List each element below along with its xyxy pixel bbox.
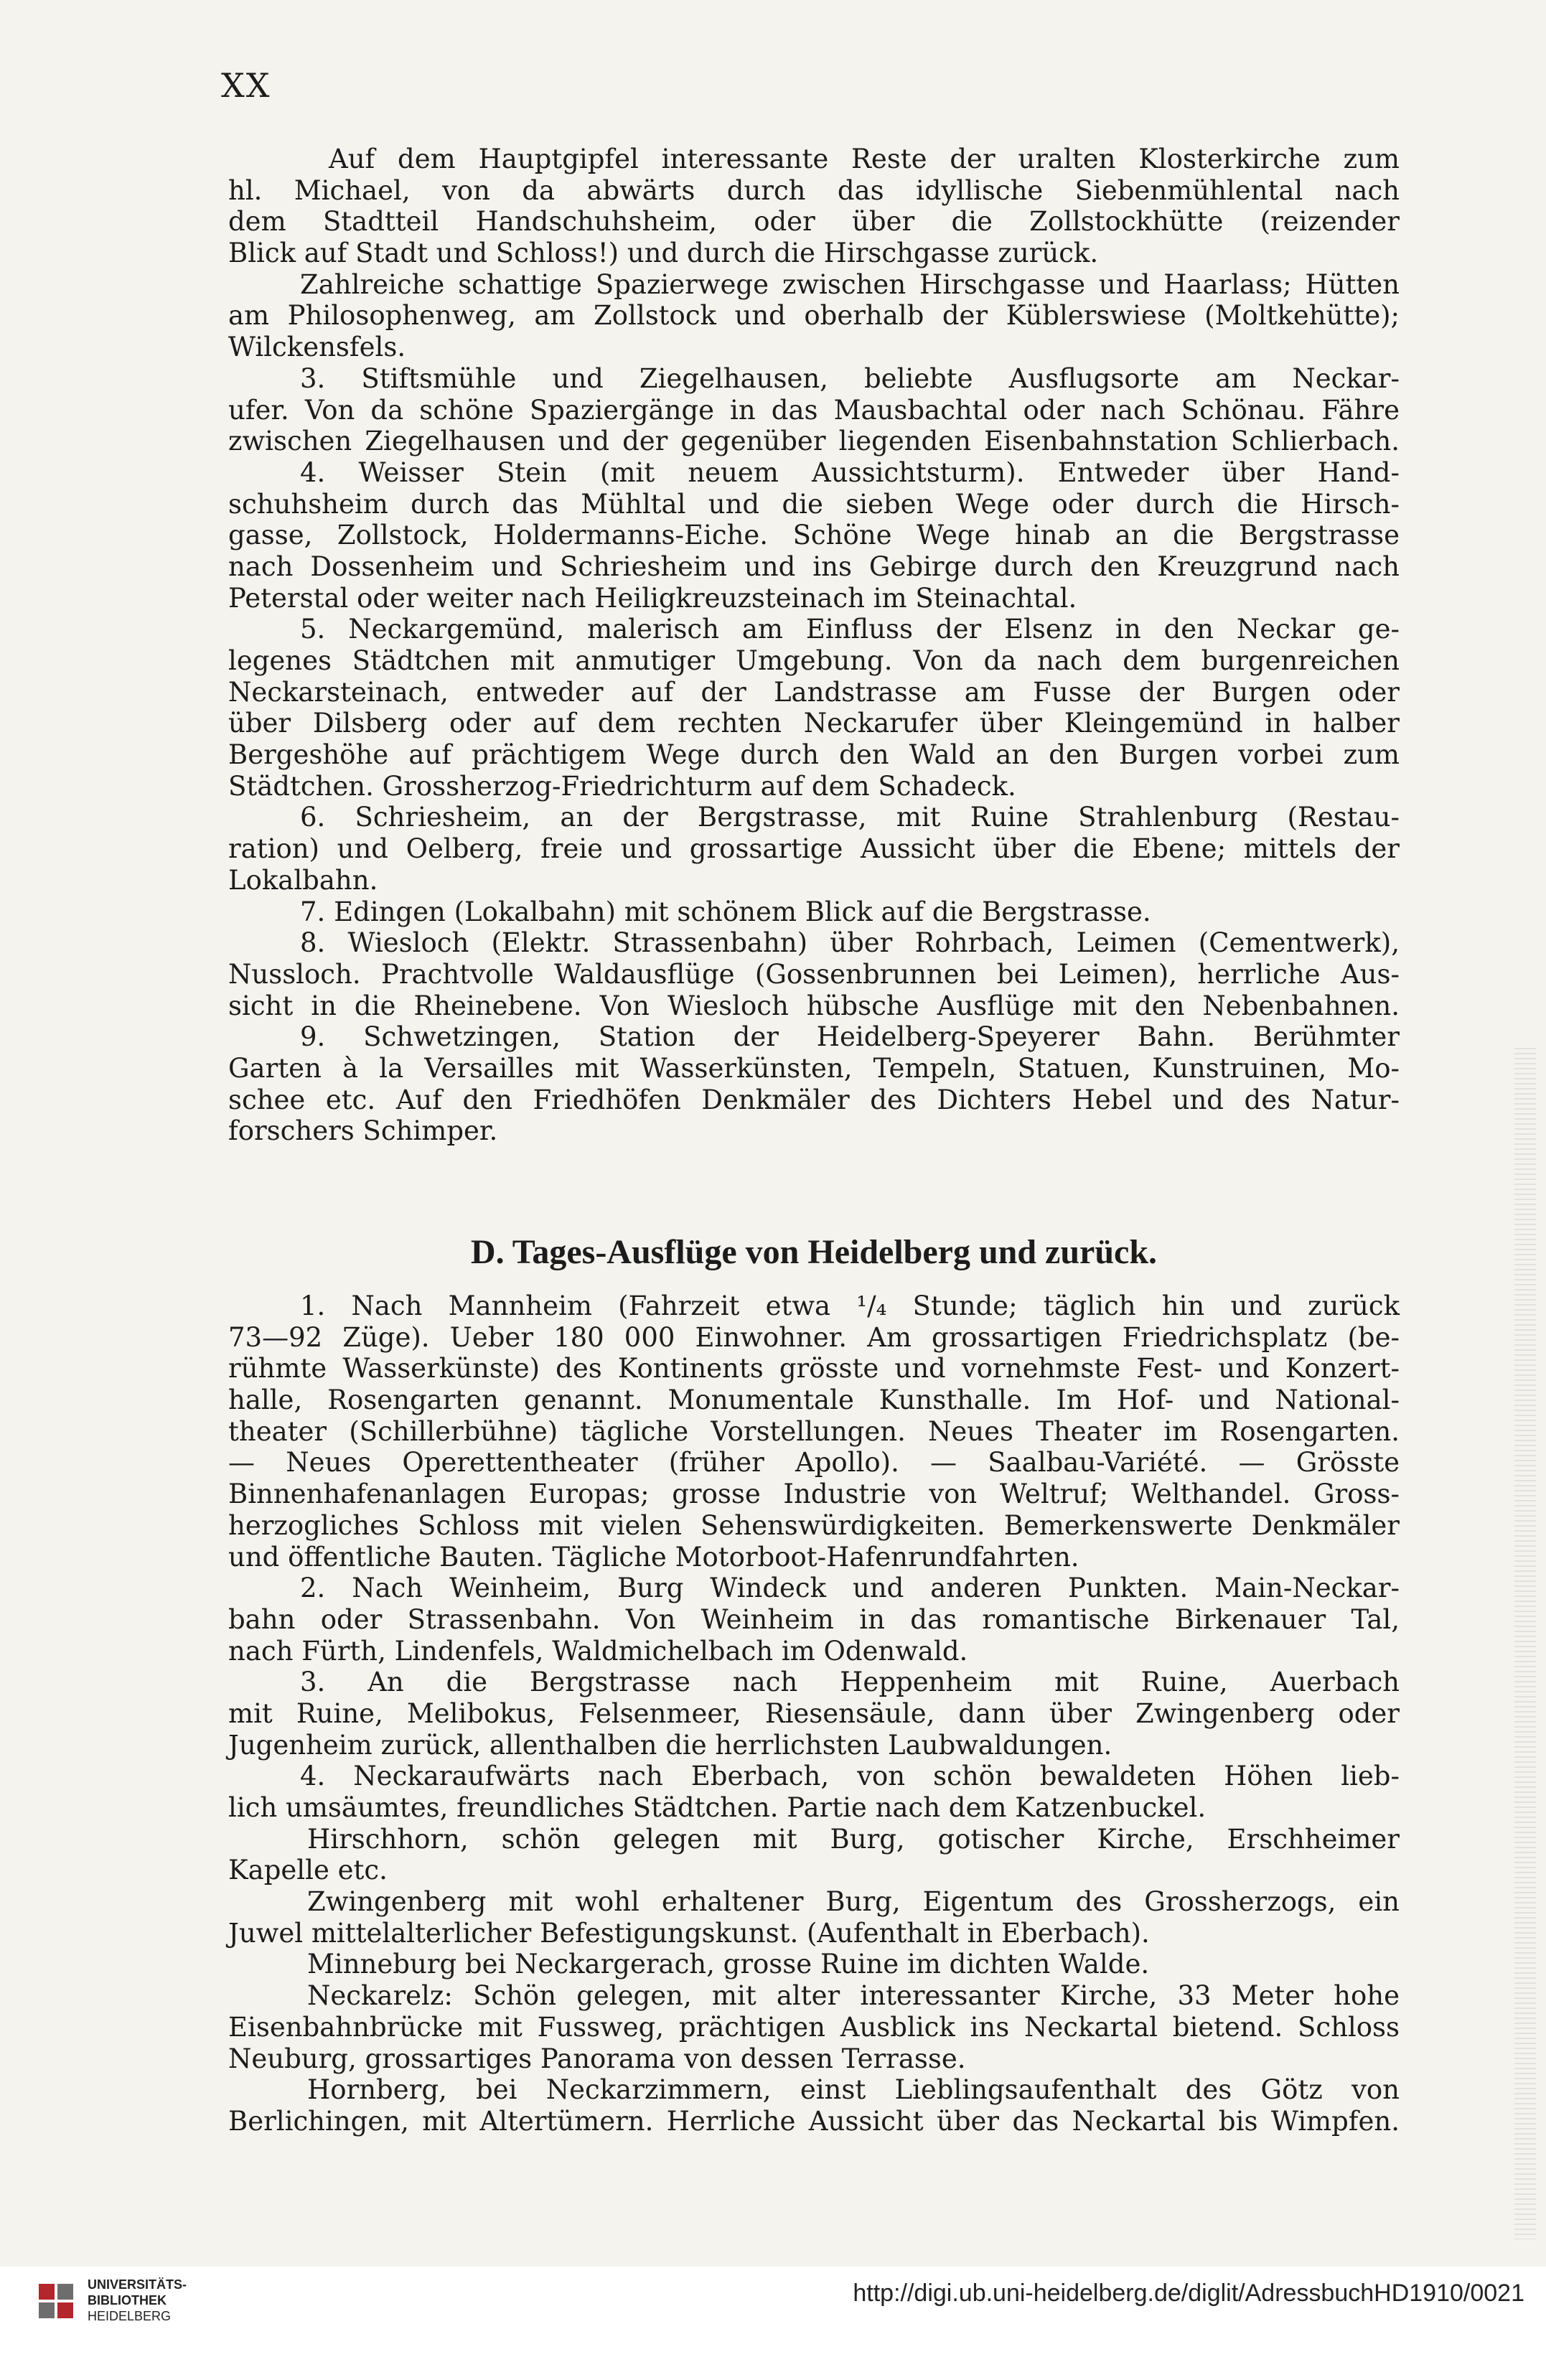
text-line: 3. Stiftsmühle und Ziegelhausen, beliebte Ausflugsorte am Neckar- [300,362,1400,394]
text-line: Auf dem Hauptgipfel interessante Reste der uralten Klosterkirche zum [329,144,1400,174]
text-line: 8. Wiesloch (Elektr. Strassenbahn) über Rohrbach, Leimen (Cementwerk), [300,927,1400,959]
text-line: theater (Schillerbühne) tägliche Vorstellungen. Neues Theater im Rosengarten. [228,1415,1400,1447]
library-name-line: HEIDELBERG [88,2309,172,2323]
text-line: mit Ruine, Melibokus, Felsenmeer, Riesensäule, dann über Zwingenberg oder [228,1697,1400,1729]
text-line: Garten à la Versailles mit Wasserkünsten, Tempeln, Statuen, Kunstruinen, Mo- [228,1052,1400,1084]
text-line: 7. Edingen (Lokalbahn) mit schönem Blick auf die Bergstrasse. [300,896,1151,927]
text-line: Bergeshöhe auf prächtigem Wege durch den Wald an den Burgen vorbei zum [228,739,1400,771]
text-line: Hornberg, bei Neckarzimmern, einst Lieblingsaufenthalt des Götz von [307,2074,1400,2106]
text-line: ration) und Oelberg, freie und grossartige Aussicht über die Ebene; mittels der [228,833,1400,865]
text-line: und öffentliche Bauten. Tägliche Motorboot-Hafenrundfahrten. [228,1541,1079,1573]
text-line: sicht in die Rheinebene. Von Wiesloch hübsche Ausflüge mit den Nebenbahnen. [228,990,1400,1021]
text-line: zwischen Ziegelhausen und der gegenüber liegenden Eisenbahnstation Schlierbach. [228,426,1400,457]
text-line: Minneburg bei Neckargerach, grosse Ruine im dichten Walde. [307,1949,1150,1980]
text-line: bahn oder Strassenbahn. Von Weinheim in das romantische Birkenauer Tal, [228,1603,1400,1635]
text-line: 3. An die Bergstrasse nach Heppenheim mit Ruine, Auerbach [300,1667,1400,1698]
text-line: lich umsäumtes, freundliches Städtchen. Partie nach dem Katzenbuckel. [228,1792,1207,1823]
text-line: 73—92 Züge). Ueber 180 000 Einwohner. Am grossartigen Friedrichsplatz (be- [228,1321,1400,1353]
text-line: am Philosophenweg, am Zollstock und oberhalb der Küblerswiese (Moltkehütte); [228,300,1400,332]
text-line: nach Fürth, Lindenfels, Waldmichelbach im Odenwald. [228,1635,968,1667]
library-name-line: BIBLIOTHEK [88,2293,167,2308]
text-line: Neuburg, grossartiges Panorama von dessen Terrasse. [228,2043,966,2074]
text-line: Neckarsteinach, entweder auf der Landstrasse am Fusse der Burgen oder [228,676,1400,708]
scan-edge-artifact [1514,1048,1536,2239]
text-line: dem Stadtteil Handschuhsheim, oder über die Zollstockhütte (reizender [228,206,1400,238]
text-line: hl. Michael, von da abwärts durch das idyllische Siebenmühlental nach [228,174,1400,206]
footer-bar [0,2267,1546,2380]
source-url-link[interactable]: http://digi.ub.uni-heidelberg.de/diglit/AdressbuchHD1910/0021 [853,2280,1524,2307]
text-line: halle, Rosengarten genannt. Monumentale Kunsthalle. Im Hof- und National- [228,1385,1400,1416]
text-line: Hirschhorn, schön gelegen mit Burg, gotischer Kirche, Erschheimer [307,1823,1400,1855]
text-line: Zwingenberg mit wohl erhaltener Burg, Eigentum des Grossherzogs, ein [307,1886,1400,1918]
text-line: Jugenheim zurück, allenthalben die herrlichsten Laubwaldungen. [228,1729,1112,1761]
text-line: Peterstal oder weiter nach Heiligkreuzsteinach im Steinachtal. [228,582,1077,614]
library-name-line: UNIVERSITÄTS- [88,2277,187,2292]
text-line: schee etc. Auf den Friedhöfen Denkmäler des Dichters Hebel und des Natur- [228,1084,1400,1115]
library-logo-icon [34,2280,78,2323]
text-line: 4. Neckaraufwärts nach Eberbach, von schön bewaldeten Höhen lieb- [300,1761,1400,1792]
text-line: Eisenbahnbrücke mit Fussweg, prächtigen Ausblick ins Neckartal bietend. Schloss [228,2011,1400,2043]
text-line: rühmte Wasserkünste) des Kontinents grösste und vornehmste Fest- und Konzert- [228,1353,1400,1385]
text-line: — Neues Operettentheater (früher Apollo). — Saalbau-Variété. — Grösste [228,1447,1400,1479]
text-line: forschers Schimper. [228,1115,498,1147]
page-number: XX [221,66,271,105]
text-line: Neckarelz: Schön gelegen, mit alter interessanter Kirche, 33 Meter hohe [307,1980,1400,2012]
text-line: ufer. Von da schöne Spaziergänge in das Mausbachtal oder nach Schönau. Fähre [228,394,1400,426]
text-line: 6. Schriesheim, an der Bergstrasse, mit Ruine Strahlenburg (Restau- [300,802,1400,833]
text-line: Berlichingen, mit Altertümern. Herrliche Aussicht über das Neckartal bis Wimpfen. [228,2105,1400,2137]
text-line: gasse, Zollstock, Holdermanns-Eiche. Schöne Wege hinab an die Bergstrasse [228,520,1400,551]
text-line: 9. Schwetzingen, Station der Heidelberg-Speyerer Bahn. Berühmter [300,1021,1400,1053]
text-line: 5. Neckargemünd, malerisch am Einfluss der Elsenz in den Neckar ge- [300,614,1400,645]
text-line: Blick auf Stadt und Schloss!) und durch die Hirschgasse zurück. [228,238,1099,269]
text-line: Zahlreiche schattige Spazierwege zwischen Hirschgasse und Haarlass; Hütten [300,268,1400,300]
section-heading: D. Tages-Ausflüge von Heidelberg und zurück. [470,1233,1158,1271]
text-line: schuhsheim durch das Mühltal und die sieben Wege oder durch die Hirsch- [228,488,1400,520]
text-line: herzogliches Schloss mit vielen Sehenswürdigkeiten. Bemerkenswerte Denkmäler [228,1509,1400,1541]
text-line: 4. Weisser Stein (mit neuem Aussichtsturm). Entweder über Hand- [300,456,1400,488]
text-line: über Dilsberg oder auf dem rechten Neckarufer über Kleingemünd in halber [228,708,1400,739]
text-line: Wilckensfels. [228,332,406,363]
text-line: 1. Nach Mannheim (Fahrzeit etwa ¹/₄ Stunde; täglich hin und zurück [300,1290,1400,1321]
text-line: Städtchen. Grossherzog-Friedrichturm auf dem Schadeck. [228,770,1016,802]
text-line: Lokalbahn. [228,864,378,896]
text-line: Binnenhafenanlagen Europas; grosse Industrie von Weltruf; Welthandel. Gross- [228,1479,1400,1510]
text-line: Kapelle etc. [228,1855,388,1886]
text-line: 2. Nach Weinheim, Burg Windeck und anderen Punkten. Main-Neckar- [300,1573,1400,1604]
text-line: legenes Städtchen mit anmutiger Umgebung. Von da nach dem burgenreichen [228,645,1400,676]
library-logo-text [88,2277,187,2324]
text-line: Nussloch. Prachtvolle Waldausflüge (Gossenbrunnen bei Leimen), herrliche Aus- [228,958,1400,990]
text-block-bottom [228,1290,1400,2137]
text-line: nach Dossenheim und Schriesheim und ins Gebirge durch den Kreuzgrund nach [228,551,1400,582]
text-block-top [228,144,1400,1147]
text-line: Juwel mittelalterlicher Befestigungskunst. (Aufenthalt in Eberbach). [228,1917,1150,1949]
